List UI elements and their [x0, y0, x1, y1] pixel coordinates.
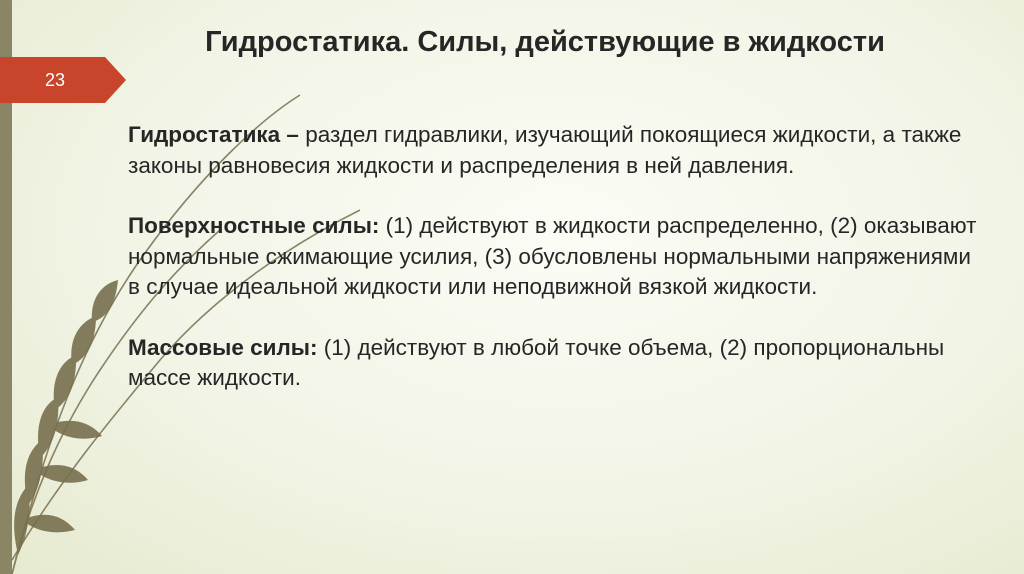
slide-body — [128, 120, 978, 424]
definition-mass-forces: (1) действуют в любой точке объема, (2) пропорциональны массе жидкости. — [128, 334, 945, 390]
definition-hydrostatics: раздел гидравлики, изучающий покоящиеся жидкости, а также законы равновесия жидкости и распределения в ней давления. — [128, 122, 962, 178]
term-hydrostatics: Гидростатика – — [128, 122, 299, 147]
slide-title: Гидростатика. Силы, действующие в жидкости — [205, 26, 885, 58]
slide-number: 23 — [44, 70, 66, 90]
paragraph-mass-forces — [128, 333, 978, 394]
paragraph-hydrostatics — [128, 120, 978, 181]
paragraph-surface-forces — [128, 211, 978, 303]
definition-surface-forces: (1) действуют в жидкости распределенно, (2) оказывают нормальные сжимающие усилия, (3) обусловлены нормальными напряжениями в случае идеальной жидкости или неподвижной вязкой жидкости. — [128, 213, 977, 299]
term-mass-forces: Массовые силы: — [128, 334, 318, 360]
term-surface-forces: Поверхностные силы: — [128, 213, 380, 238]
